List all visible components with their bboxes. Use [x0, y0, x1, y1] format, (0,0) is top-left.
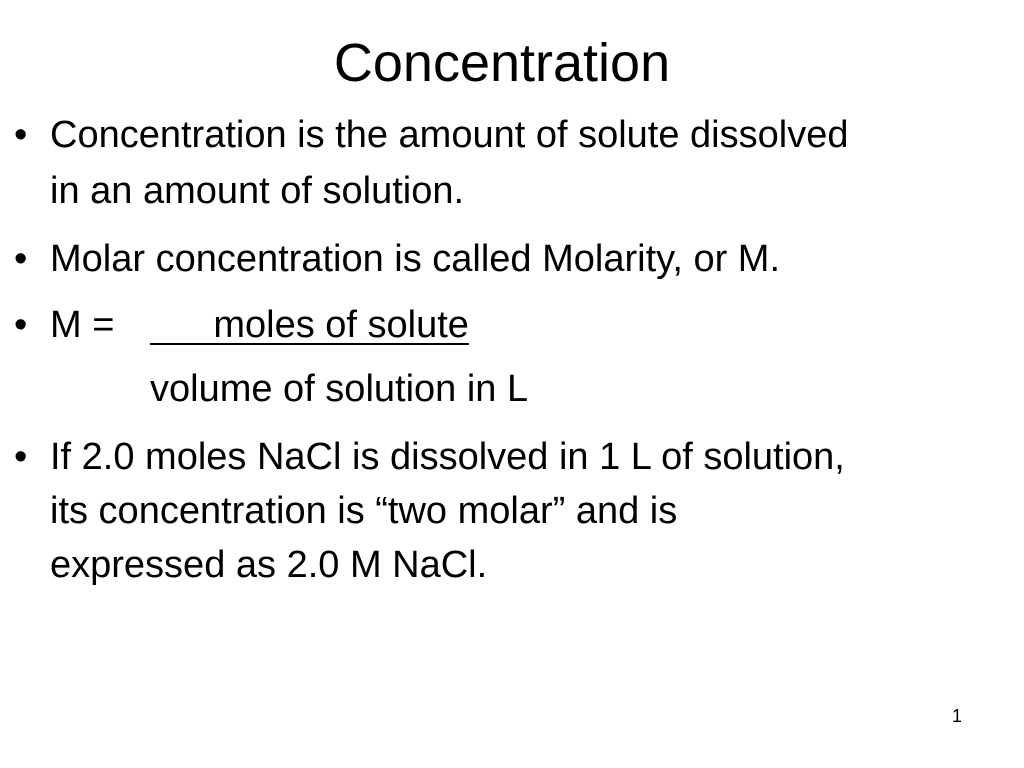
bullet-line: its concentration is “two molar” and is	[50, 490, 678, 532]
bullet-line: Concentration is the amount of solute dissolved	[50, 114, 849, 156]
bullet-icon: •	[14, 436, 28, 478]
bullet-icon: •	[14, 304, 28, 346]
formula-lhs: M =	[50, 304, 115, 346]
bullet-line: If 2.0 moles NaCl is dissolved in 1 L of solution,	[50, 436, 845, 478]
slide-title: Concentration	[333, 33, 671, 93]
bullet-icon: •	[14, 238, 28, 280]
bullet-line: in an amount of solution.	[50, 170, 465, 212]
formula-numerator: moles of solute	[150, 304, 469, 346]
bullet-line: Molar concentration is called Molarity, or M.	[50, 238, 780, 280]
page-number: 1	[952, 706, 963, 726]
bullet-line: expressed as 2.0 M NaCl.	[50, 544, 488, 586]
formula-denominator: volume of solution in L	[150, 368, 529, 410]
bullet-icon: •	[14, 114, 28, 156]
